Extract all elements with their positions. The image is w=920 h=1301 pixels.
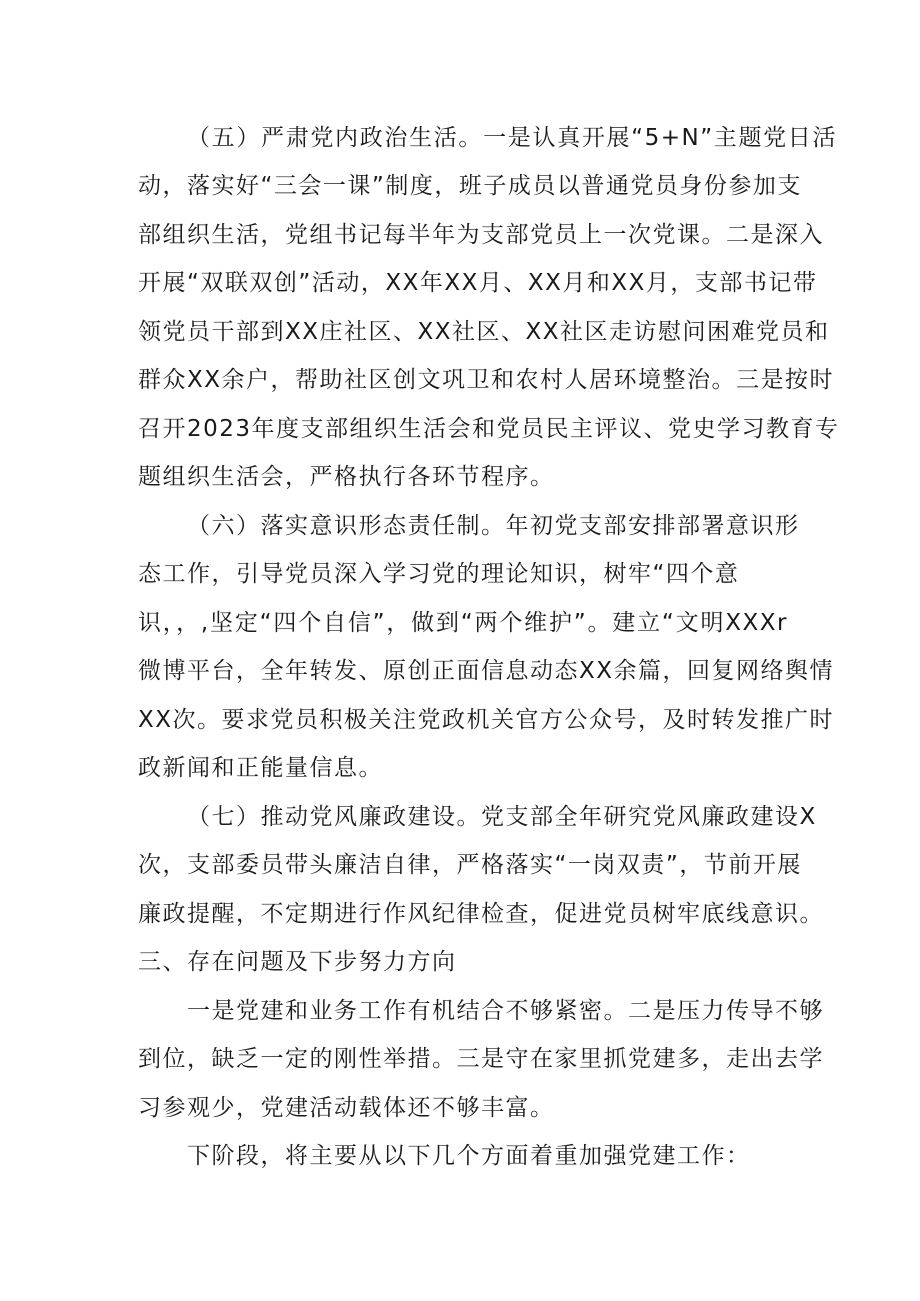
paragraph-line: 识，，,坚定“四个自信”，做到“两个维护”。建立“文明XXXr	[138, 610, 788, 636]
paragraph-line: 廉政提醒，不定期进行作风纪律检查，促进党员树牢底线意识。	[138, 901, 824, 927]
paragraph-line: 习参观少，党建活动载体还不够丰富。	[138, 1095, 555, 1121]
paragraph-line: 部组织生活，党组书记每半年为支部党员上一次党课。二是深入	[138, 222, 824, 248]
paragraph-line: （七）推动党风廉政建设。党支部全年研究党风廉政建设X	[187, 804, 817, 830]
paragraph-line: （六）落实意识形态责任制。年初党支部安排部署意识形	[187, 513, 800, 539]
paragraph-line: XX次。要求党员积极关注党政机关官方公众号，及时转发推广时	[138, 707, 835, 733]
paragraph-line: 一是党建和业务工作有机结合不够紧密。二是压力传导不够	[187, 998, 824, 1024]
paragraph-line: 下阶段，将主要从以下几个方面着重加强党建工作：	[187, 1143, 751, 1169]
paragraph-line: 开展“双联双创”活动，XX年XX月、XX月和XX月，支部书记带	[138, 270, 818, 296]
paragraph-line: 领党员干部到XX庄社区、XX社区、XX社区走访慰问困难党员和	[138, 319, 830, 345]
paragraph-line: 次，支部委员带头廉洁自律，严格落实“一岗双责”，节前开展	[138, 852, 802, 878]
paragraph-line: 题组织生活会，严格执行各环节程序。	[138, 464, 555, 490]
paragraph-line: 到位，缺乏一定的刚性举措。三是守在家里抓党建多，走出去学	[138, 1046, 824, 1072]
paragraph-line: 政新闻和正能量信息。	[138, 755, 383, 781]
paragraph-line: 群众XX余户，帮助社区创文巩卫和农村人居环境整治。三是按时	[138, 367, 835, 393]
section-heading: 三、存在问题及下步努力方向	[138, 949, 457, 975]
paragraph-line: 态工作，引导党员深入学习党的理论知识，树牢“四个意	[138, 561, 740, 587]
paragraph-line: 微博平台，全年转发、原创正面信息动态XX余篇，回复网络舆情	[138, 658, 835, 684]
paragraph-line: （五）严肃党内政治生活。一是认真开展“5+N”主题党日活	[187, 125, 837, 151]
paragraph-line: 召开2023年度支部组织生活会和党员民主评议、党史学习教育专	[138, 416, 840, 442]
paragraph-line: 动，落实好“三会一课”制度，班子成员以普通党员身份参加支	[138, 173, 802, 199]
